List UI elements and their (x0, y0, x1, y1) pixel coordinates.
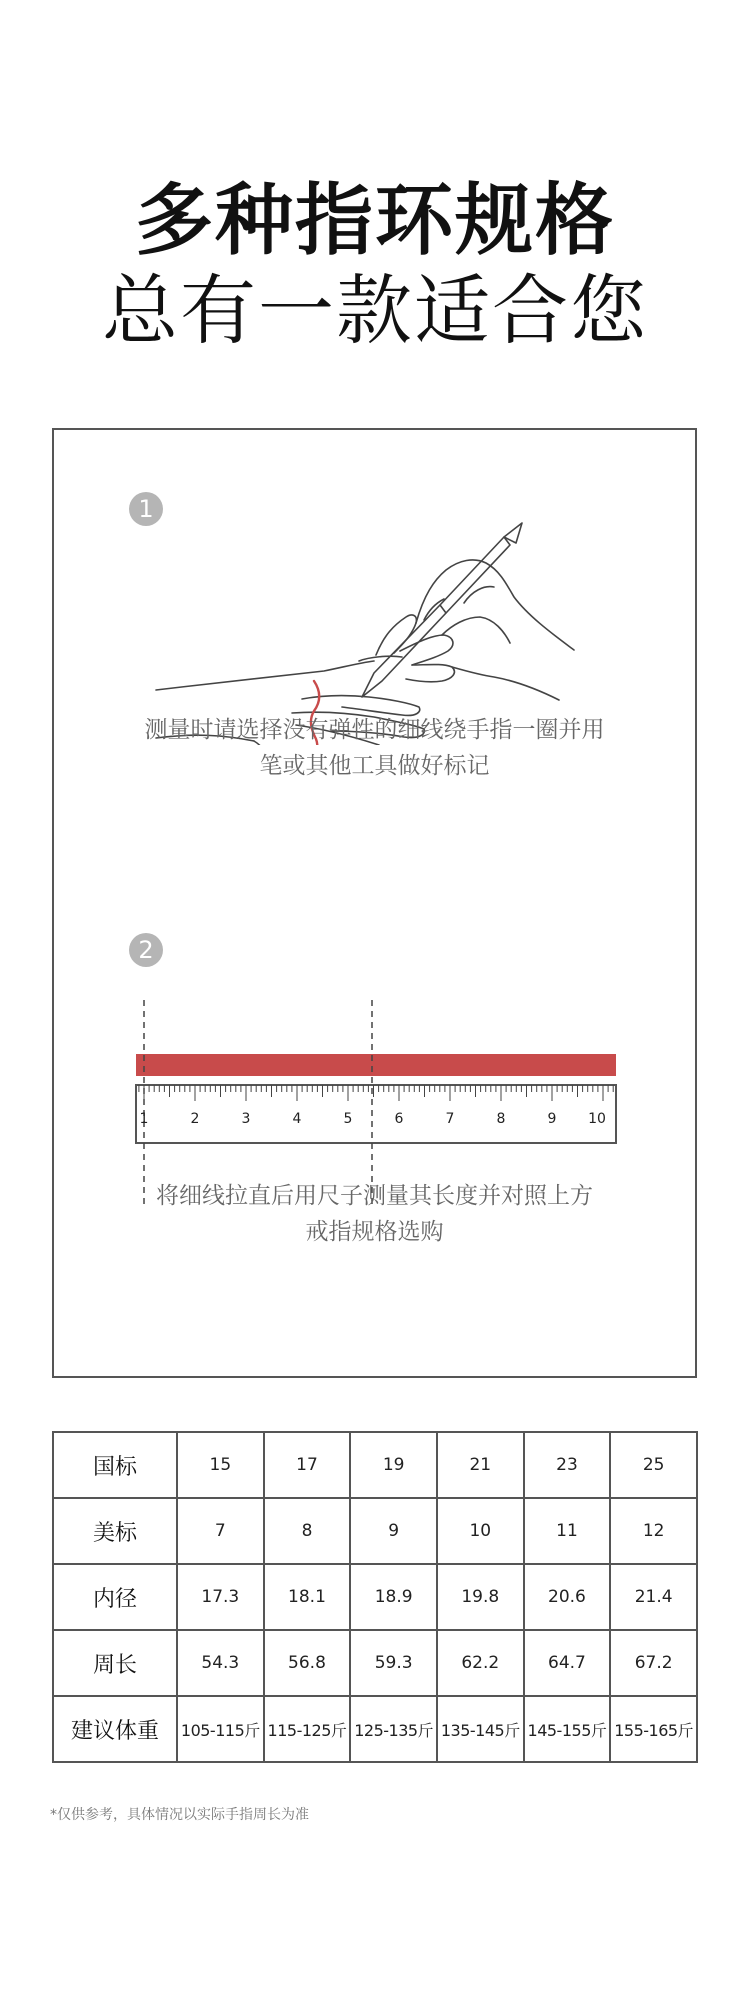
step-2-caption: 将细线拉直后用尺子测量其长度并对照上方 戒指规格选购 (156, 1183, 593, 1245)
table-cell: 17.3 (177, 1564, 264, 1630)
table-cell: 59.3 (350, 1630, 437, 1696)
table-cell: 18.9 (350, 1564, 437, 1630)
row-label: 建议体重 (53, 1696, 177, 1762)
table-cell: 67.2 (610, 1630, 697, 1696)
step-2-badge: 2 (129, 933, 163, 967)
ruler-label: 4 (292, 1111, 302, 1127)
table-row (53, 1498, 697, 1564)
table-cell: 18.1 (264, 1564, 351, 1630)
ruler-label: 9 (547, 1111, 557, 1127)
ring-size-table (52, 1431, 698, 1763)
table-cell: 21.4 (610, 1564, 697, 1630)
table-row (53, 1564, 697, 1630)
table-cell: 8 (264, 1498, 351, 1564)
table-cell: 23 (524, 1432, 611, 1498)
table-cell: 62.2 (437, 1630, 524, 1696)
table-cell: 9 (350, 1498, 437, 1564)
table-cell: 115-125斤 (264, 1696, 351, 1762)
row-label: 美标 (53, 1498, 177, 1564)
ruler-body (136, 1085, 616, 1143)
table-cell: 19 (350, 1432, 437, 1498)
ruler-label: 2 (190, 1111, 200, 1127)
table-row (53, 1696, 697, 1762)
ruler-illustration (124, 990, 624, 1210)
measure-guide-panel (52, 428, 697, 1378)
ruler-label: 7 (445, 1111, 455, 1127)
table-cell: 125-135斤 (350, 1696, 437, 1762)
step-1-badge: 1 (129, 492, 163, 526)
straightened-string (136, 1054, 616, 1076)
table-cell: 155-165斤 (610, 1696, 697, 1762)
table-cell: 11 (524, 1498, 611, 1564)
table-cell: 21 (437, 1432, 524, 1498)
table-row (53, 1432, 697, 1498)
table-cell: 19.8 (437, 1564, 524, 1630)
table-cell: 25 (610, 1432, 697, 1498)
table-cell: 105-115斤 (177, 1696, 264, 1762)
page-title-line2: 总有一款适合您 (102, 266, 648, 355)
ruler-label: 6 (394, 1111, 404, 1127)
row-label: 内径 (53, 1564, 177, 1630)
table-cell: 64.7 (524, 1630, 611, 1696)
table-cell: 56.8 (264, 1630, 351, 1696)
table-cell: 12 (610, 1498, 697, 1564)
table-cell: 145-155斤 (524, 1696, 611, 1762)
row-label: 周长 (53, 1630, 177, 1696)
table-cell: 7 (177, 1498, 264, 1564)
ruler-label: 5 (343, 1111, 353, 1127)
table-cell: 17 (264, 1432, 351, 1498)
ruler-label: 1 (139, 1111, 149, 1127)
table-cell: 10 (437, 1498, 524, 1564)
table-cell: 54.3 (177, 1630, 264, 1696)
table-row (53, 1630, 697, 1696)
page-title-line1: 多种指环规格 (134, 176, 615, 266)
hand-drawing-illustration (154, 485, 594, 745)
table-cell: 135-145斤 (437, 1696, 524, 1762)
table-cell: 20.6 (524, 1564, 611, 1630)
row-label: 国标 (53, 1432, 177, 1498)
step-1-caption: 测量时请选择没有弹性的细线绕手指一圈并用 笔或其他工具做好标记 (144, 717, 605, 779)
ruler-label: 8 (496, 1111, 506, 1127)
ruler-label: 10 (588, 1111, 606, 1127)
table-cell: 15 (177, 1432, 264, 1498)
pen-icon (362, 523, 522, 697)
ruler-label: 3 (241, 1111, 251, 1127)
footnote: *仅供参考，具体情况以实际手指周长为准 (50, 1807, 309, 1823)
